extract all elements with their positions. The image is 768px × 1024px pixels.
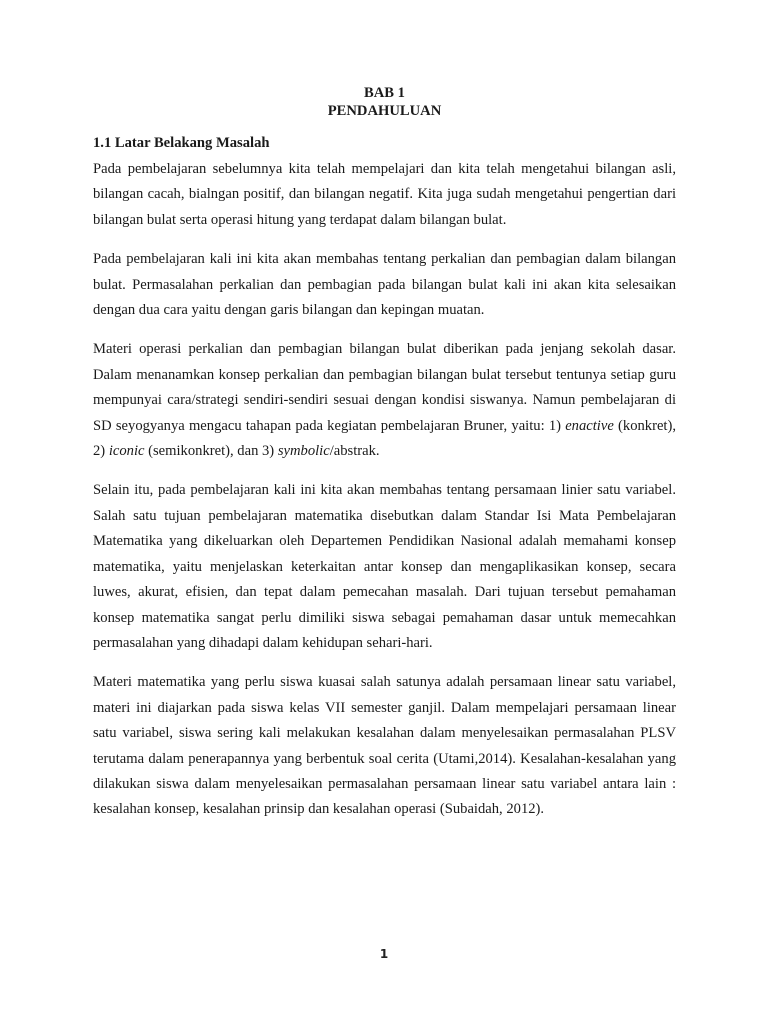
paragraph-2: Pada pembelajaran kali ini kita akan membahas tentang perkalian dan pembagian dalam bilangan bulat. Permasalahan perkalian dan pembagian pada bilangan bulat kali ini akan kita selesaikan dengan dua cara yaitu dengan garis bilangan dan kepingan muatan. bbox=[93, 251, 676, 319]
paragraph-5: Materi matematika yang perlu siswa kuasai salah satunya adalah persamaan linear satu variabel, materi ini diajarkan pada siswa kelas VII semester ganjil. Dalam mempelajari persamaan linear satu variabel, siswa sering kali melakukan kesalahan dalam menyelesaikan permasalahan PLSV terutama dalam penerapannya yang berbentuk soal cerita (Utami,2014). Kesalahan-kesalahan yang dilakukan siswa dalam menyelesaikan permasalahan persamaan linear satu variabel antara lain : kesalahan konsep, kesalahan prinsip dan kesalahan operasi (Subaidah, 2012). bbox=[93, 674, 676, 818]
paragraph-3-text: Materi operasi perkalian dan pembagian bilangan bulat diberikan pada jenjang sekolah dasar. Dalam menanamkan konsep perkalian dan pembagian bilangan bulat tersebut tentunya setiap guru mempunyai cara/strategi sendiri-sendiri sesuai dengan kondisi siswanya. Namun pembelajaran di SD seyogyanya mengacu tahapan pada kegiatan pembelajaran Bruner, yaitu: 1) bbox=[93, 341, 676, 434]
chapter-number: BAB 1 bbox=[364, 85, 405, 101]
page-content bbox=[93, 84, 676, 837]
paragraph-3 bbox=[93, 337, 676, 464]
paragraph-1: Pada pembelajaran sebelumnya kita telah mempelajari dan kita telah mengetahui bilangan asli, bilangan cacah, bialngan positif, dan bilangan negatif. Kita juga sudah mengetahui pengertian dari bilangan bulat serta operasi hitung yang terdapat dalam bilangan bulat. bbox=[93, 161, 676, 228]
term-iconic: iconic bbox=[108, 443, 145, 460]
paragraph-3-mid-1: (konkret), 2) bbox=[93, 417, 676, 460]
paragraph-4: Selain itu, pada pembelajaran kali ini kita akan membahas tentang persamaan linier satu variabel. Salah satu tujuan pembelajaran matematika disebutkan dalam Standar Isi Mata Pembelajaran Matematika yang dikeluarkan oleh Departemen Pendidikan Nasional adalah memahami konsep matematika, yaitu menjelaskan keterkaitan antar konsep dan mengaplikasikan konsep, secara luwes, akurat, efisien, dan tepat dalam pemecahan masalah. Dari tujuan tersebut pemahaman konsep matematika sangat perlu dimiliki siswa sebagai pemahaman dasar untuk memecahkan permasalahan yang dihadapi dalam kehidupan sehari-hari. bbox=[93, 482, 676, 651]
paragraph-3-tail: /abstrak. bbox=[329, 443, 380, 460]
section-heading: 1.1 Latar Belakang Masalah bbox=[93, 135, 270, 151]
term-symbolic: symbolic bbox=[277, 443, 330, 460]
chapter-title: PENDAHULUAN bbox=[327, 103, 442, 119]
term-enactive: enactive bbox=[565, 417, 614, 434]
paragraph-3-mid-2: (semikonkret), dan 3) bbox=[144, 443, 278, 460]
page-number: 1 bbox=[379, 947, 389, 961]
